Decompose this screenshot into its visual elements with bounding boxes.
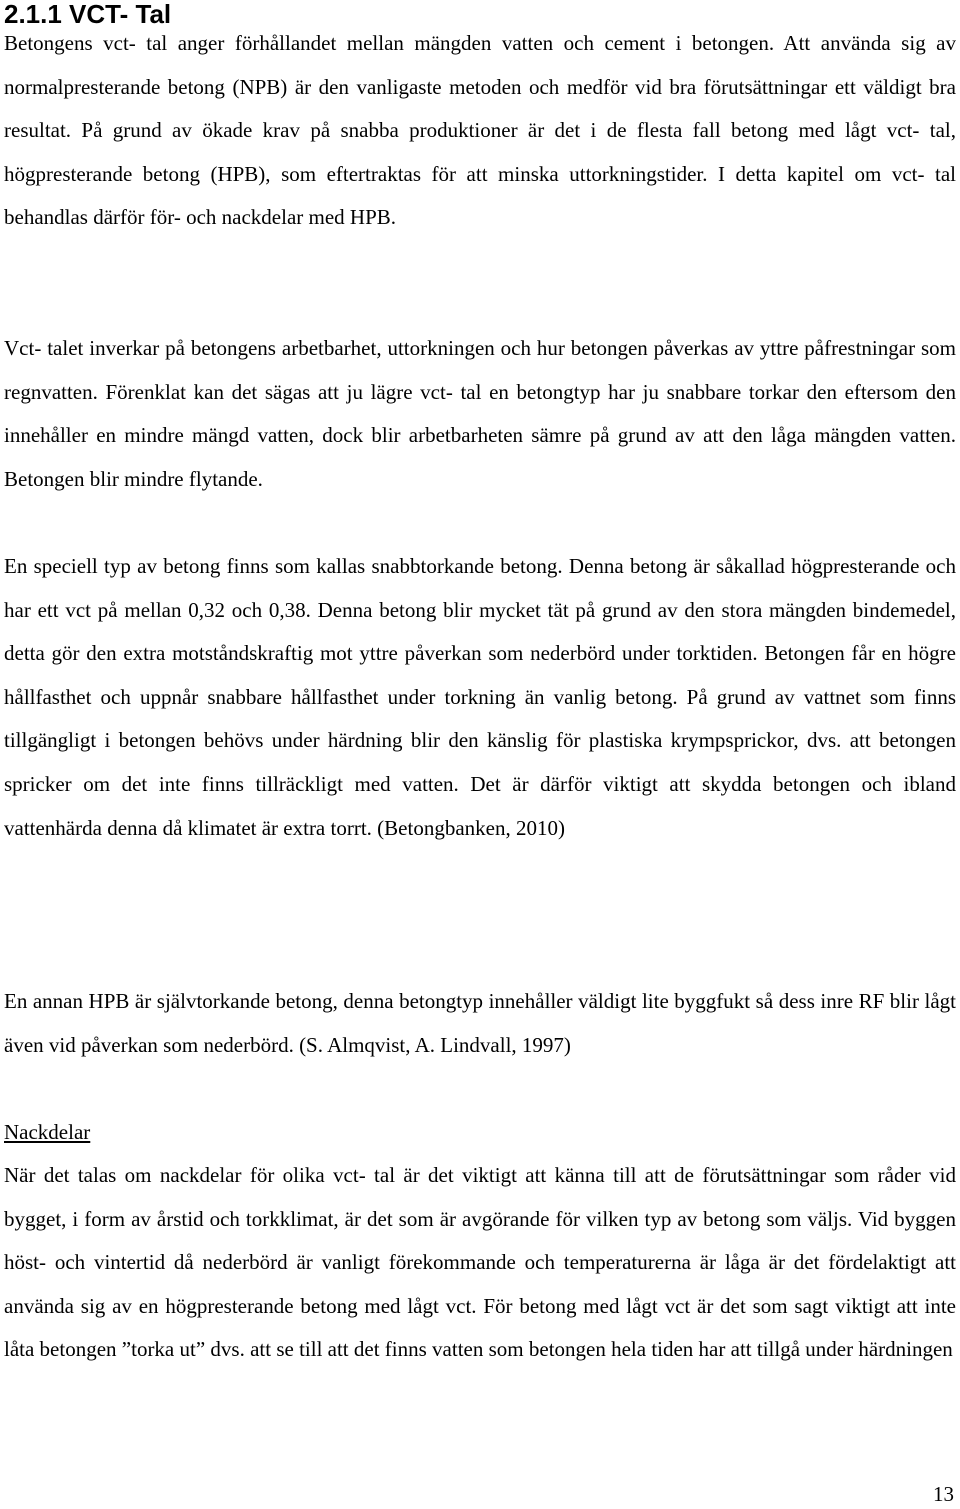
section-heading: 2.1.1 VCT- Tal — [4, 0, 172, 29]
paragraph-fast-drying-concrete: En speciell typ av betong finns som kallas snabbtorkande betong. Denna betong är såkallad högpresterande och har ett vct på mellan 0,32 och 0,38. Denna betong blir mycket tät på grund av den stora mängden bindemedel, detta gör den extra motståndskraftig mot yttre påverkan som nederbörd under torktiden. Betongen får en högre hållfasthet och uppnår snabbare hållfasthet under torkning än vanlig betong. På grund av vattnet som finns tillgängligt i betongen behövs under härdning blir den känslig för plastiska krympsprickor, dvs. att betongen spricker om det inte finns tillräckligt med vatten. Det är därför viktigt att skydda betongen och ibland vattenhärda denna då klimatet är extra torrt. (Betongbanken, 2010) — [4, 554, 956, 840]
paragraph-self-drying-concrete: En annan HPB är självtorkande betong, denna betongtyp innehåller väldigt lite byggfukt så dess inre RF blir lågt även vid påverkan som nederbörd. (S. Almqvist, A. Lindvall, 1997) — [4, 989, 956, 1057]
paragraph-vct-effects: Vct- talet inverkar på betongens arbetbarhet, uttorkningen och hur betongen påverkas av yttre påfrestningar som regnvatten. Förenklat kan det sägas att ju lägre vct- tal en betongtyp har ju snabbare torkar den eftersom den innehåller en mindre mängd vatten, dock blir arbetbarheten sämre på grund av att den låga mängden vatten. Betongen blir mindre flytande. — [4, 336, 956, 491]
paragraph-vct-intro: Betongens vct- tal anger förhållandet mellan mängden vatten och cement i betongen. Att använda sig av normalpresterande betong (NPB) är den vanligaste metoden och medför vid bra förutsättningar ett väldigt bra resultat. På grund av ökade krav på snabba produktioner är det i de flesta fall betong med lågt vct- tal, högpresterande betong (HPB), som eftertraktas för att minska uttorkningstider. I detta kapitel om vct- tal behandlas därför för- och nackdelar med HPB. — [4, 31, 956, 230]
page-number: 13 — [933, 1482, 954, 1506]
paragraph-disadvantages: När det talas om nackdelar för olika vct- tal är det viktigt att känna till att de förutsättningar som råder vid bygget, i form av årstid och torkklimat, är det som är avgörande för vilken typ av betong som väljs. Vid byggen höst- och vintertid då nederbörd är vanligt förekommande och temperaturerna är låga är det fördelaktigt att använda sig av en högpresterande betong med lågt vct. För betong med lågt vct är det som sagt viktigt att inte låta betongen ”torka ut” dvs. att se till att det finns vatten som betongen hela tiden har att tillgå under härdningen — [4, 1163, 956, 1362]
subheading-nackdelar: Nackdelar — [4, 1120, 91, 1144]
